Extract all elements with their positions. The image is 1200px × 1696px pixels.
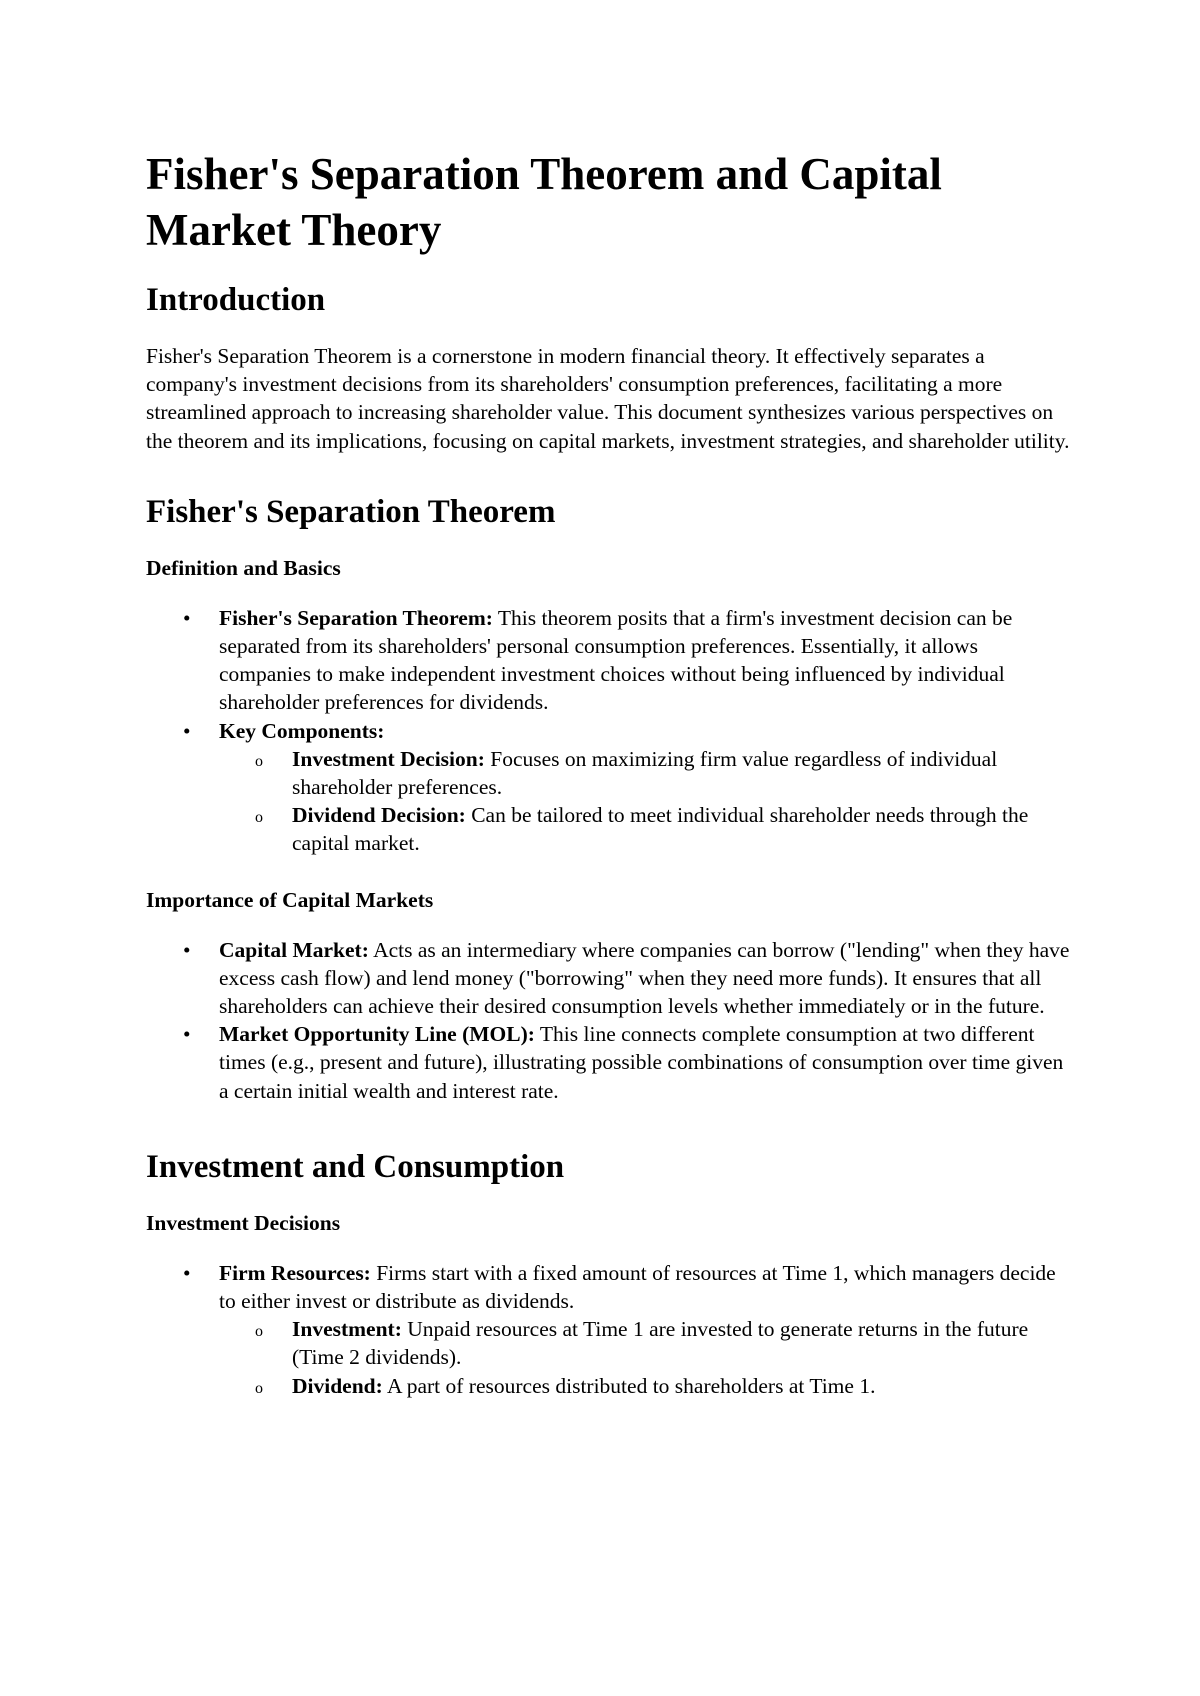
sub-list-item xyxy=(146,745,1070,801)
list-item-term: Capital Market: xyxy=(219,937,369,962)
list-item xyxy=(146,1020,1070,1105)
list-item-term: Fisher's Separation Theorem: xyxy=(219,605,493,630)
subsection-heading-definition-and-basics: Definition and Basics xyxy=(146,555,341,580)
section-heading-fishers-separation-theorem: Fisher's Separation Theorem xyxy=(146,493,556,530)
list-item-term: Investment Decision: xyxy=(292,746,485,771)
list-item-text: Focuses on maximizing firm value regardless of individual shareholder preferences. xyxy=(292,746,998,800)
sub-list xyxy=(146,1315,1070,1400)
list-item-text: Firms start with a fixed amount of resources at Time 1, which managers decide to either invest or distribute as dividends. xyxy=(219,1260,1056,1314)
list-item-text: This theorem posits that a firm's investment decision can be separated from its shareholders' personal consumption preferences. Essentially, it allows companies to make independent investment choices without being influenced by individual shareholder preferences for dividends. xyxy=(219,605,1013,715)
list-item xyxy=(146,604,1070,717)
capital-markets-list xyxy=(146,936,1070,1105)
list-item-text: Unpaid resources at Time 1 are invested to generate returns in the future (Time 2 dividends). xyxy=(292,1317,1029,1370)
list-item xyxy=(146,936,1070,1021)
list-item-term: Dividend: xyxy=(292,1373,383,1398)
list-item-text: Acts as an intermediary where companies can borrow ("lending" when they have excess cash flow) and lend money ("borrowing" when they need more funds). It ensures that all shareholders can achieve their desired consumption levels whether immediately or in the future. xyxy=(219,937,1070,1019)
sub-list-item xyxy=(146,1315,1070,1371)
list-item-text: A part of resources distributed to shareholders at Time 1. xyxy=(382,1373,876,1398)
list-item xyxy=(146,717,1070,858)
sub-list-item xyxy=(146,801,1070,857)
list-item-term: Dividend Decision: xyxy=(292,803,466,828)
section-heading-investment-and-consumption: Investment and Consumption xyxy=(146,1148,565,1185)
list-item xyxy=(146,1259,1070,1400)
section-heading-introduction: Introduction xyxy=(146,282,326,318)
document-title: Fisher's Separation Theorem and Capital Market Theory xyxy=(146,149,942,255)
list-item-text: This line connects complete consumption at two different times (e.g., present and future), illustrating possible combinations of consumption over time given a certain initial wealth and interest rate. xyxy=(219,1022,1064,1103)
list-item-term: Firm Resources: xyxy=(219,1260,371,1285)
introduction-paragraph: Fisher's Separation Theorem is a cornerstone in modern financial theory. It effectively separates a company's investment decisions from its shareholders' consumption preferences, facilitating a more streamlined approach to increasing shareholder value. This document synthesizes various perspectives on the theorem and its implications, focusing on capital markets, investment strategies, and shareholder utility. xyxy=(146,344,1070,453)
list-item-term: Market Opportunity Line (MOL): xyxy=(219,1022,535,1047)
subsection-heading-investment-decisions: Investment Decisions xyxy=(146,1210,341,1235)
investment-decisions-list xyxy=(146,1259,1070,1400)
subsection-heading-importance-of-capital-markets: Importance of Capital Markets xyxy=(146,887,434,912)
list-item-term: Investment: xyxy=(292,1317,402,1342)
definition-list xyxy=(146,604,1070,858)
sub-list-item xyxy=(146,1372,1070,1400)
sub-list xyxy=(146,745,1070,858)
list-item-text: Can be tailored to meet individual shareholder needs through the capital market. xyxy=(292,803,1029,856)
list-item-term: Key Components: xyxy=(219,718,385,743)
